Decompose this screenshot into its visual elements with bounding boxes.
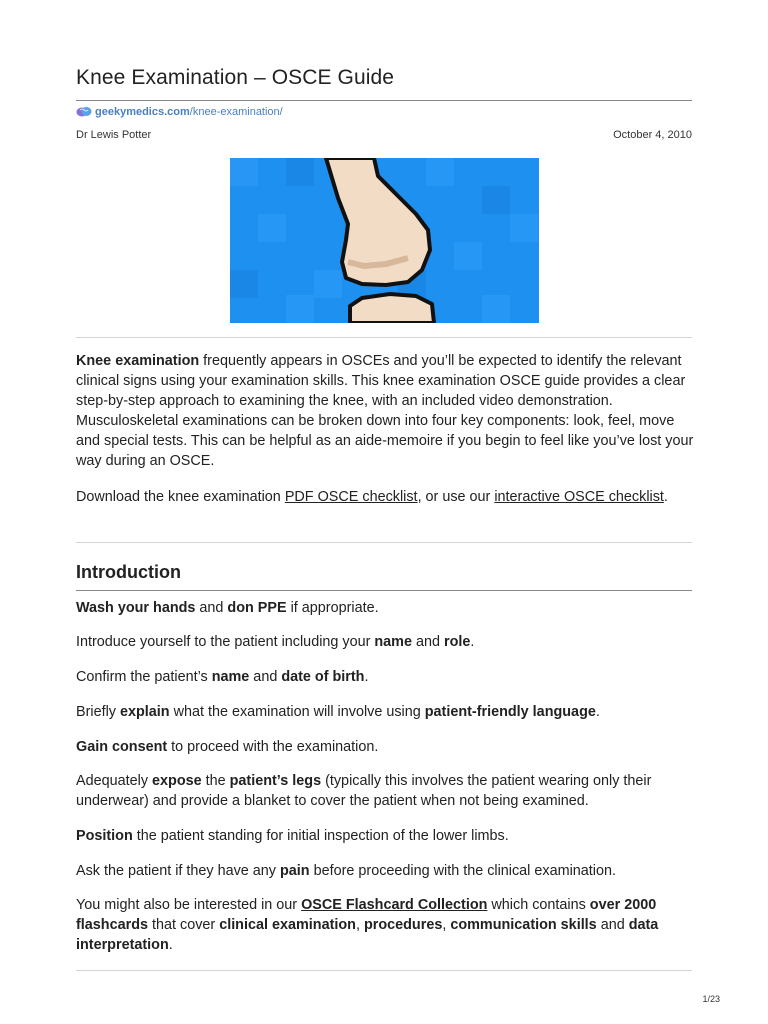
source-domain-link[interactable]: geekymedics.com (95, 106, 190, 118)
step-text: Ask the patient if they have any (76, 863, 280, 879)
step-consent (76, 737, 696, 757)
step-text: Introduce yourself to the patient including your (76, 634, 375, 650)
step-bold: date of birth (281, 669, 365, 685)
promo-bold: over 2000 flashcards (76, 897, 657, 933)
step-bold: name (374, 634, 412, 650)
step-bold: expose (152, 773, 202, 789)
interactive-checklist-link[interactable]: interactive OSCE checklist (494, 489, 664, 505)
step-text: if appropriate. (286, 600, 379, 616)
step-introduce (76, 632, 696, 652)
promo-bold: procedures (363, 917, 443, 933)
step-confirm (76, 667, 696, 687)
promo-text: You might also be interested in our (76, 897, 302, 913)
heading-underline (76, 590, 692, 591)
step-text: . (470, 634, 475, 650)
download-paragraph (76, 487, 696, 507)
author-name: Dr Lewis Potter (76, 129, 152, 141)
step-bold: don PPE (227, 600, 287, 616)
section-heading: Introduction (76, 562, 181, 582)
knee-joint-icon (230, 158, 539, 323)
promo-text: , (355, 917, 364, 933)
source-line (76, 106, 283, 118)
promo-text: and (596, 917, 629, 933)
step-text: and (195, 600, 228, 616)
step-text: (typically this involves the patient wearing only their underwear) and provide a blanket to cover the patient when not being examined. (76, 773, 652, 809)
step-expose (76, 771, 696, 811)
promo-text: which contains (487, 897, 590, 913)
step-text: to proceed with the examination. (167, 739, 379, 755)
step-text: the patient standing for initial inspection of the lower limbs. (132, 828, 509, 844)
step-bold: patient-friendly language (424, 704, 596, 720)
intro-text: frequently appears in OSCEs and you’ll be expected to identify the relevant clinical signs using your examination skills. This knee examination OSCE guide provides a clear step-by-step approach to examining the knee, with an included video demonstration. Musculoskeletal examinations can be broken down into four key components: look, feel, move and special tests. This can be helpful as an aide-memoire if you begin to feel like you’ve lost your way during an OSCE. (76, 353, 694, 469)
step-text: Adequately (76, 773, 153, 789)
pdf-checklist-link[interactable]: PDF OSCE checklist (284, 489, 418, 505)
page-title: Knee Examination – OSCE Guide (76, 66, 395, 89)
step-text: . (595, 704, 600, 720)
intro-bold: Knee examination (76, 353, 200, 369)
step-text: and (411, 634, 444, 650)
step-text: the (201, 773, 230, 789)
step-explain (76, 702, 696, 722)
step-wash-hands (76, 598, 696, 618)
step-text: Confirm the patient’s (76, 669, 212, 685)
hero-divider (76, 337, 692, 338)
knee-joint-illustration (230, 158, 539, 323)
step-text: what the examination will involve using (169, 704, 425, 720)
step-text: Briefly (76, 704, 120, 720)
step-bold: pain (280, 863, 310, 879)
step-bold: patient’s legs (229, 773, 322, 789)
step-bold: name (211, 669, 250, 685)
download-middle: , or use our (417, 489, 495, 505)
step-bold: Wash your hands (76, 600, 196, 616)
step-text: . (364, 669, 369, 685)
flashcards-promo (76, 895, 696, 955)
promo-bold: communication skills (450, 917, 597, 933)
step-text: before proceeding with the clinical examination. (309, 863, 616, 879)
section-divider (76, 542, 692, 543)
step-text: and (249, 669, 282, 685)
promo-text: , (442, 917, 451, 933)
page-number: 1/23 (702, 994, 720, 1004)
footer-divider (76, 970, 692, 971)
download-prefix: Download the knee examination (76, 489, 285, 505)
promo-text: . (168, 937, 173, 953)
download-suffix: . (663, 489, 668, 505)
flashcard-collection-link[interactable]: OSCE Flashcard Collection (301, 897, 488, 913)
step-bold: explain (119, 704, 170, 720)
publish-date: October 4, 2010 (613, 129, 692, 141)
title-divider (76, 100, 692, 101)
promo-bold: clinical examination (219, 917, 356, 933)
step-bold: Position (76, 828, 133, 844)
step-bold: Gain consent (76, 739, 168, 755)
step-pain (76, 861, 696, 881)
promo-bold: data interpretation (76, 917, 659, 953)
brain-icon (76, 106, 92, 118)
source-path-link[interactable]: /knee-examination/ (189, 106, 283, 118)
step-bold: role (444, 634, 471, 650)
promo-text: that cover (148, 917, 220, 933)
intro-paragraph (76, 351, 696, 471)
step-position (76, 826, 696, 846)
